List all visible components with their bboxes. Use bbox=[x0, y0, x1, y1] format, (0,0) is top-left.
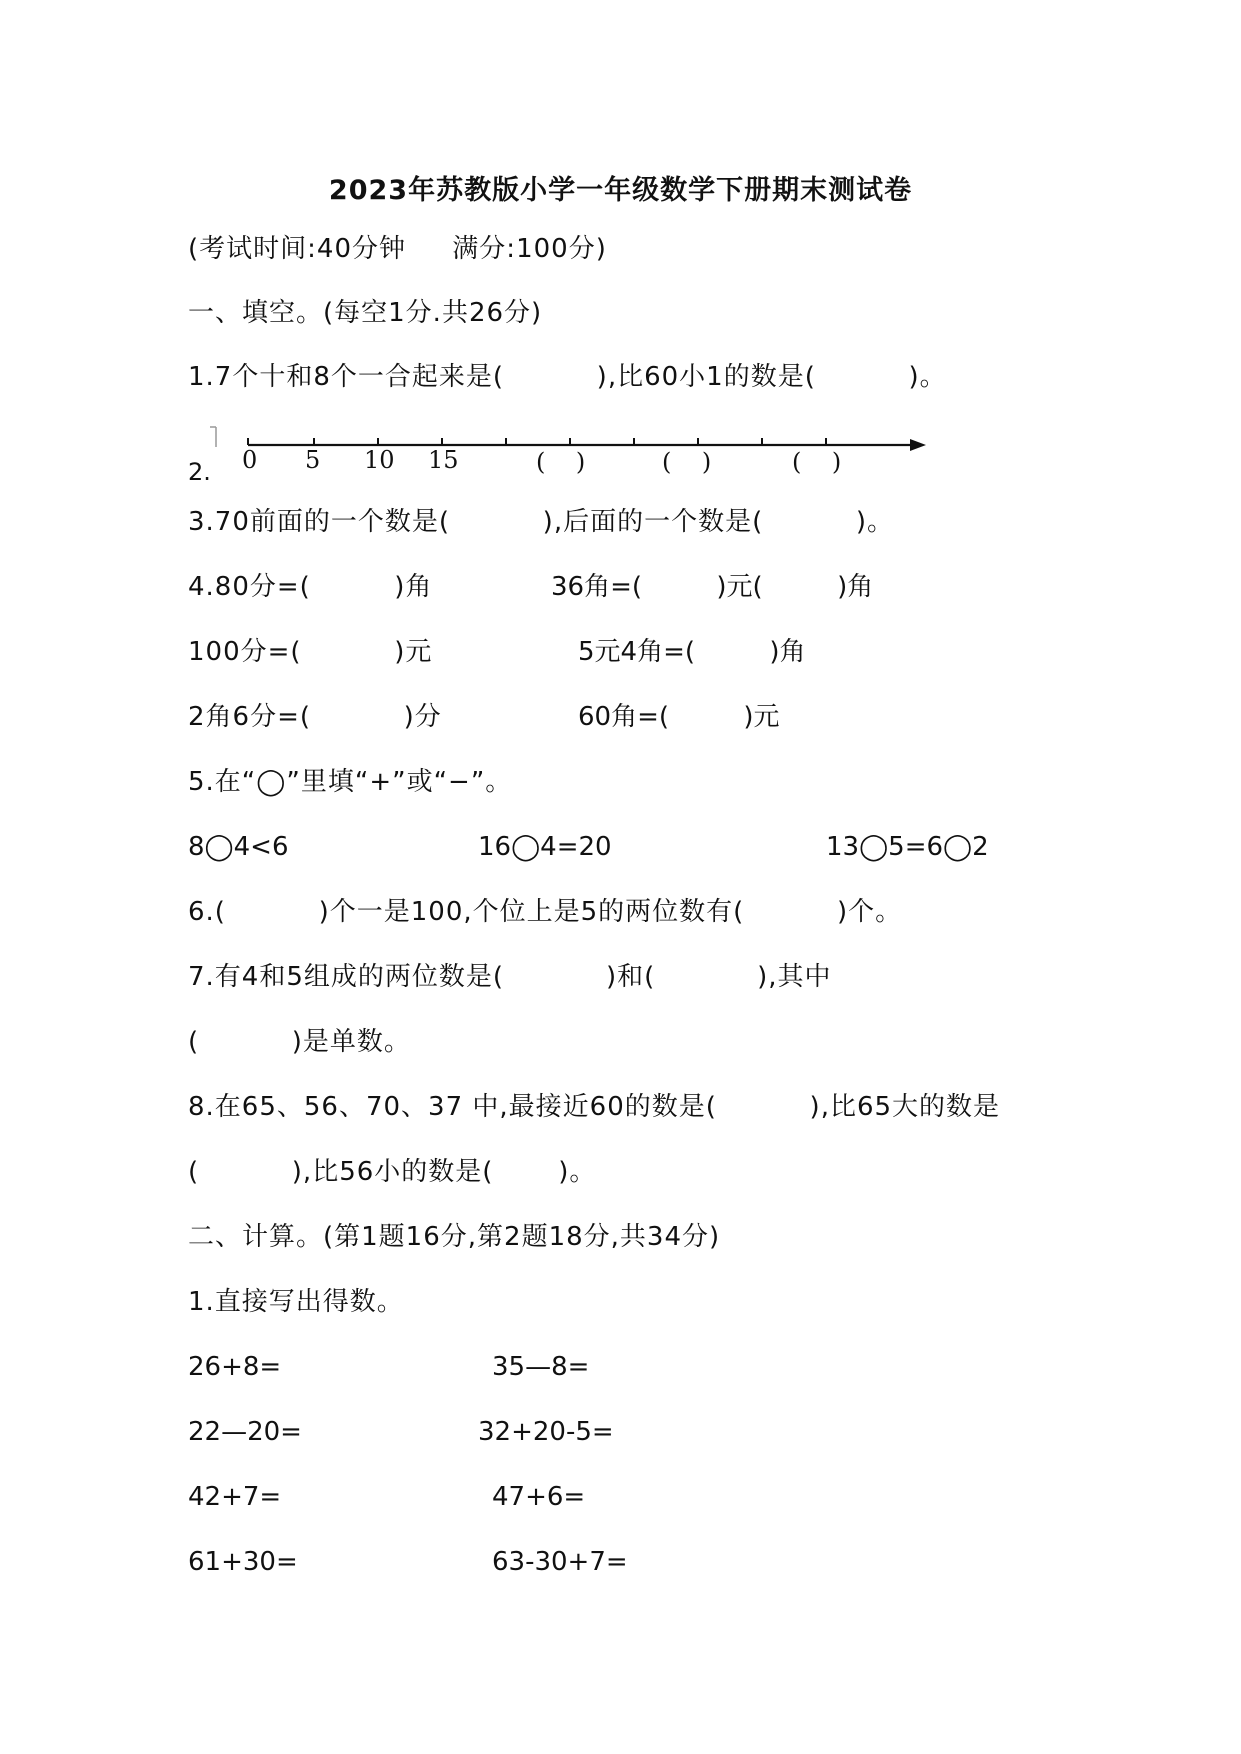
question-4-part-1: 4.80分=( )角 bbox=[188, 572, 433, 602]
section2-sub1: 1.直接写出得数。 bbox=[188, 1287, 404, 1317]
number-line-blank: ( ) bbox=[792, 448, 842, 476]
page-title: 2023年苏教版小学一年级数学下册期末测试卷 bbox=[328, 175, 913, 206]
number-line-label: 10 bbox=[364, 446, 395, 474]
section1-heading: 一、填空。(每空1分.共26分) bbox=[188, 298, 543, 328]
question-3: 3.70前面的一个数是( ),后面的一个数是( )。 bbox=[188, 507, 895, 537]
calc-item: 63-30+7= bbox=[492, 1547, 628, 1577]
number-line-label: 5 bbox=[305, 446, 321, 474]
number-line-label: 0 bbox=[242, 446, 258, 474]
question-5-item-2: 16◯4=20 bbox=[478, 832, 612, 862]
question-4-part-6: 60角=( )元 bbox=[578, 702, 780, 732]
section2-heading: 二、计算。(第1题16分,第2题18分,共34分) bbox=[188, 1222, 721, 1252]
number-line-label: 15 bbox=[428, 446, 459, 474]
question-8-line-2: ( ),比56小的数是( )。 bbox=[188, 1157, 597, 1187]
question-4-part-5: 2角6分=( )分 bbox=[188, 702, 442, 732]
question-7-line-1: 7.有4和5组成的两位数是( )和( ),其中 bbox=[188, 962, 832, 992]
question-1: 1.7个十和8个一合起来是( ),比60小1的数是( )。 bbox=[188, 362, 947, 392]
calc-item: 47+6= bbox=[492, 1482, 586, 1512]
question-4-part-2: 36角=( )元( )角 bbox=[551, 572, 874, 602]
calc-item: 35—8= bbox=[492, 1352, 590, 1382]
question-4-part-3: 100分=( )元 bbox=[188, 637, 433, 667]
question-5-item-1: 8◯4<6 bbox=[188, 832, 289, 862]
calc-item: 61+30= bbox=[188, 1547, 298, 1577]
exam-info: (考试时间:40分钟 满分:100分) bbox=[188, 234, 607, 264]
calc-item: 32+20-5= bbox=[478, 1417, 614, 1447]
number-line-blank: ( ) bbox=[662, 448, 712, 476]
calc-item: 42+7= bbox=[188, 1482, 282, 1512]
question-4-part-4: 5元4角=( )角 bbox=[578, 637, 806, 667]
question-7-line-2: ( )是单数。 bbox=[188, 1027, 411, 1057]
question-5-item-3: 13◯5=6◯2 bbox=[826, 832, 989, 862]
question-8-line-1: 8.在65、56、70、37 中,最接近60的数是( ),比65大的数是 bbox=[188, 1092, 1001, 1122]
calc-item: 22—20= bbox=[188, 1417, 302, 1447]
question-5: 5.在“◯”里填“+”或“−”。 bbox=[188, 767, 513, 797]
calc-item: 26+8= bbox=[188, 1352, 282, 1382]
question-6: 6.( )个一是100,个位上是5的两位数有( )个。 bbox=[188, 897, 903, 927]
number-line-blank: ( ) bbox=[536, 448, 586, 476]
question-2-label: 2. bbox=[188, 458, 211, 486]
